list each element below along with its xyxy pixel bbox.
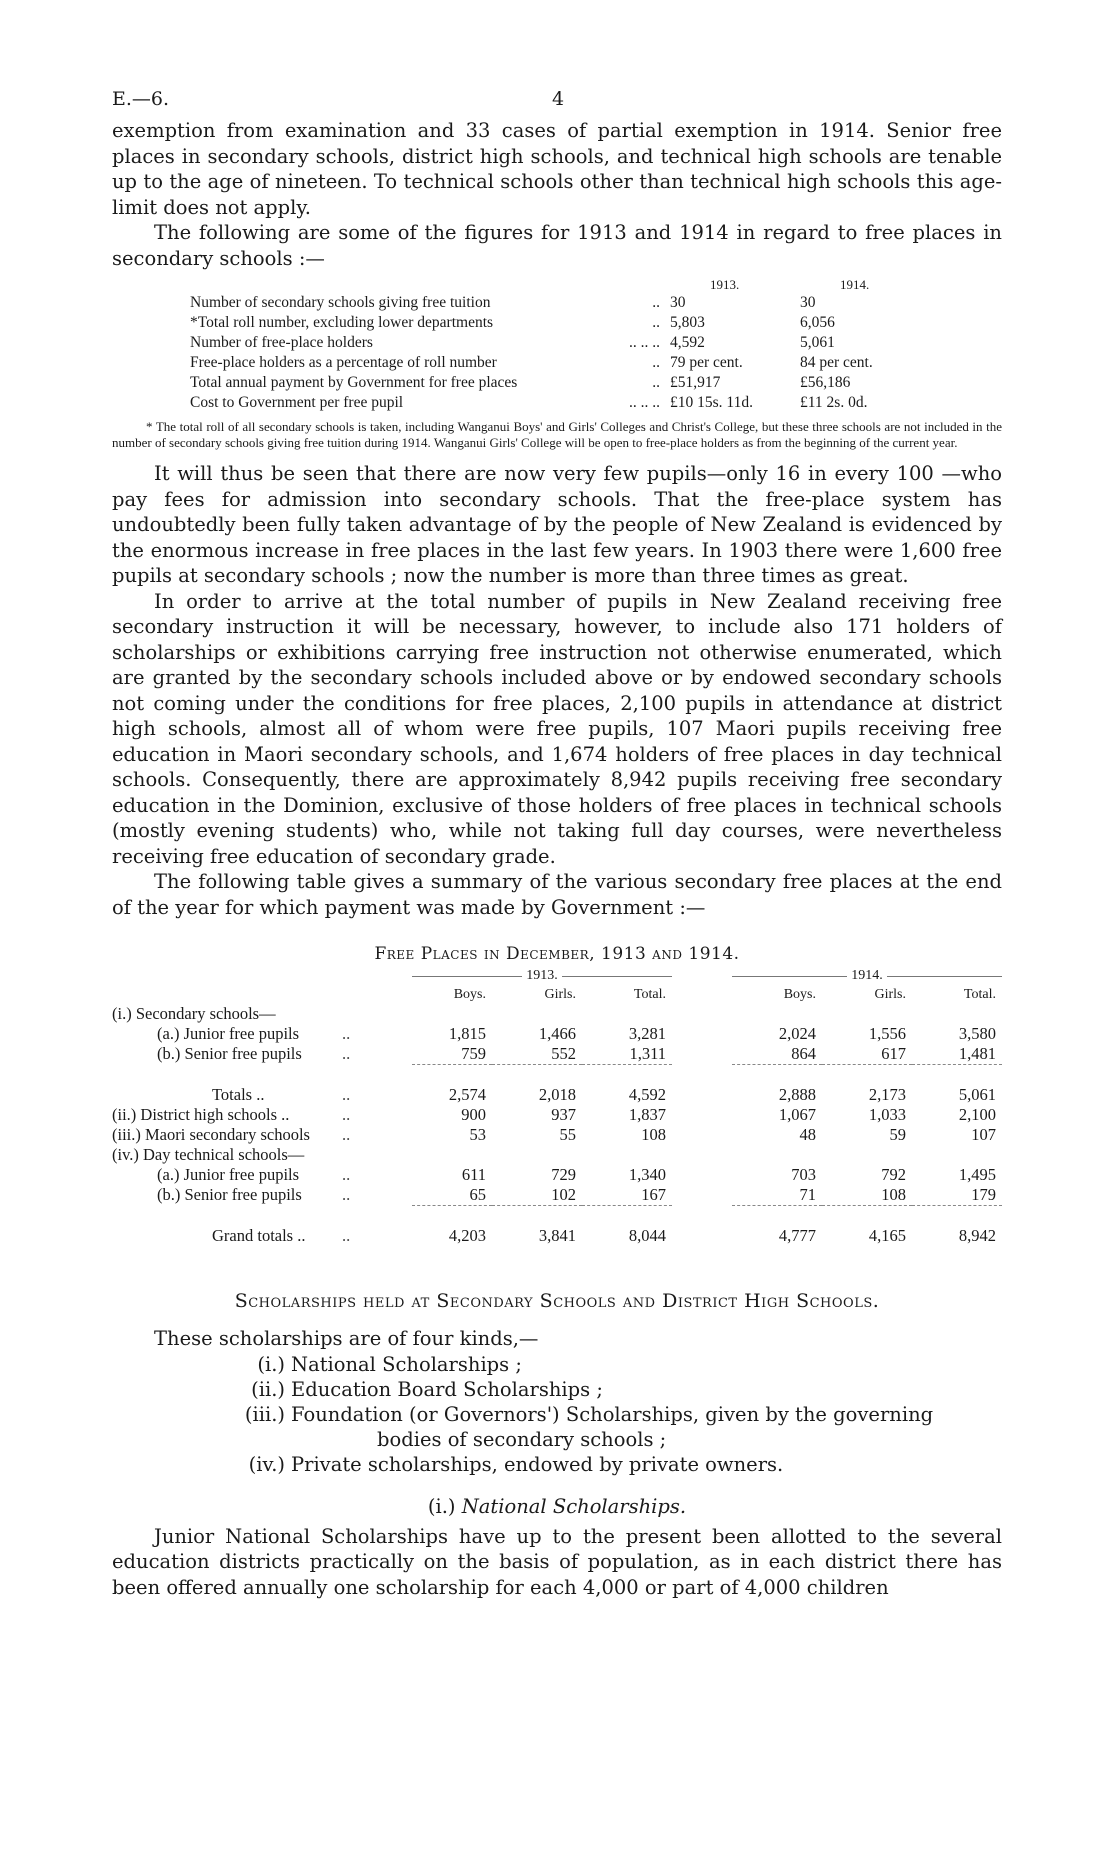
table-cell: 1,556 [868, 1024, 906, 1043]
row-leader: .. [342, 1085, 351, 1104]
table-cell [912, 1004, 1002, 1024]
table-row [112, 1044, 1002, 1065]
table-cell: 4,165 [868, 1226, 906, 1245]
paragraph-figures-intro: The following are some of the figures for 1913 and 1914 in regard to free places in secondary schools :— [112, 221, 1002, 270]
table-cell: 65 [469, 1185, 486, 1204]
table-cell: 107 [971, 1125, 996, 1144]
subheading-national: (i.) National Scholarships. [427, 1494, 687, 1518]
table-cell: 4,777 [778, 1226, 816, 1245]
row-label: (iii.) Maori secondary schools [112, 1125, 310, 1144]
scholarship-kinds-list [227, 1352, 1002, 1477]
table-cell: 1,033 [868, 1105, 906, 1124]
table-row [112, 1085, 1002, 1105]
table-cell: 617 [881, 1044, 906, 1063]
row-leader: .. [342, 1185, 351, 1205]
col-total-1913: Total. [633, 987, 666, 1002]
table-cell: 611 [461, 1165, 486, 1184]
list-item: (iii.) Foundation (or Governors') Scholarships, given by the governing [244, 1402, 934, 1426]
figures-year-header [190, 275, 930, 293]
col-girls-1914: Girls. [874, 987, 906, 1002]
figures-value-1914: 5,061 [800, 334, 835, 351]
figures-value-1913: £10 15s. 11d. [670, 394, 753, 411]
table-row [112, 1024, 1002, 1044]
table-cell: 5,061 [958, 1085, 996, 1104]
group-1913: 1913. [522, 968, 562, 983]
table-cell [412, 1145, 492, 1165]
table-cell: 2,173 [868, 1085, 906, 1104]
row-leader: .. [342, 1125, 351, 1144]
figures-value-1913: 30 [670, 294, 686, 311]
table-cell: 59 [889, 1125, 906, 1144]
table-cell: 2,100 [958, 1105, 996, 1124]
figures-row-label: Total annual payment by Government for free places .. [190, 374, 660, 391]
table-cell [582, 1004, 672, 1024]
table-cell: 3,841 [538, 1226, 576, 1245]
paragraph-few-pupils: It will thus be seen that there are now very few pupils—only 16 in every 100 —who pay fees for admission into secondary schools. That the free-place system has undoubtedly been fully taken advantage of by the people of New Zealand is evidenced by the enormous increase in free places in the last few years. In 1903 there were 1,600 free pupils at secondary schools ; now the number is more than three times as great. [112, 462, 1002, 587]
figures-row-label: Number of secondary schools giving free tuition .. [190, 294, 660, 311]
table-cell: 108 [641, 1125, 666, 1144]
table-row [112, 1226, 1002, 1246]
figures-footnote: * The total roll of all secondary schools is taken, including Wanganui Boys' and Girls' Colleges and Christ's College, but these three schools are not included in the number of secondary schools giving free tuition during 1914. Wanganui Girls' College will be open to free-place holders as from the beginning of the current year. [112, 419, 1002, 450]
table-cell: 102 [551, 1185, 576, 1204]
report-reference: E.—6. [112, 88, 170, 110]
figures-value-1913: 4,592 [670, 334, 705, 351]
table-cell: 8,942 [958, 1226, 996, 1245]
table-row [112, 1145, 1002, 1165]
figures-value-1913: 79 per cent. [670, 354, 743, 371]
year-1914-label: 1914. [840, 277, 870, 292]
table-cell [492, 1004, 582, 1024]
table-cell [492, 1145, 582, 1165]
table-cell: 864 [791, 1044, 816, 1063]
table-cell: 167 [641, 1185, 666, 1204]
figures-value-1914: 84 per cent. [800, 354, 873, 371]
table-cell: 179 [971, 1185, 996, 1204]
figures-row [190, 333, 930, 353]
year-group-row [112, 970, 1002, 986]
row-label: Totals .. [212, 1085, 265, 1104]
row-label: (b.) Senior free pupils [157, 1185, 302, 1205]
row-leader: .. [342, 1044, 351, 1064]
list-item: (ii.) Education Board Scholarships ; [251, 1377, 603, 1401]
table-cell: 552 [551, 1044, 576, 1063]
col-boys-1914: Boys. [783, 987, 816, 1002]
figures-value-1914: 6,056 [800, 314, 835, 331]
table-cell: 8,044 [628, 1226, 666, 1245]
row-leader [342, 1004, 412, 1024]
table-cell [732, 1004, 822, 1024]
table-cell: 792 [881, 1165, 906, 1184]
figures-row-label: Number of free-place holders .. .. .. [190, 334, 660, 351]
table-cell: 729 [551, 1165, 576, 1184]
group-1914: 1914. [847, 968, 887, 983]
table-cell: 4,592 [628, 1085, 666, 1104]
table-cell: 108 [881, 1185, 906, 1204]
col-boys-1913: Boys. [453, 987, 486, 1002]
col-total-1914: Total. [963, 987, 996, 1002]
row-leader: .. [342, 1024, 351, 1043]
table-cell: 2,024 [778, 1024, 816, 1043]
figures-value-1914: £11 2s. 0d. [800, 394, 868, 411]
list-item: (i.) National Scholarships ; [257, 1352, 522, 1376]
table-caption: Free Places in December, 1913 and 1914. [374, 944, 740, 964]
figures-row [190, 353, 930, 373]
table-cell [912, 1145, 1002, 1165]
figures-row-label: Free-place holders as a percentage of roll number .. [190, 354, 660, 371]
figures-value-1913: 5,803 [670, 314, 705, 331]
table-cell: 3,580 [958, 1024, 996, 1043]
row-label: Grand totals .. [212, 1226, 306, 1245]
row-leader: .. [342, 1165, 351, 1184]
table-cell: 55 [559, 1125, 576, 1144]
table-cell: 53 [469, 1125, 486, 1144]
table-cell [822, 1145, 912, 1165]
table-cell: 48 [799, 1125, 816, 1144]
figures-value-1913: £51,917 [670, 374, 721, 391]
figures-row [190, 313, 930, 333]
figures-value-1914: £56,186 [800, 374, 851, 391]
figures-row [190, 373, 930, 393]
paragraph-total-number: In order to arrive at the total number of pupils in New Zealand receiving free secondary instruction it will be necessary, however, to include also 171 holders of scholarships or exhibitions carrying free instruction not otherwise enumerated, which are granted by the secondary schools included above or by endowed secondary schools not coming under the conditions for free places, 2,100 pupils in attendance at district high schools, almost all of whom were free pupils, 107 Maori pupils receiving free education in Maori secondary schools, and 1,674 holders of free places in day technical schools. Consequently, there are approximately 8,942 pupils receiving free secondary education in the Dominion, exclusive of those holders of free places in technical schools (mostly evening students) who, while not taking full day courses, were nevertheless receiving free education of secondary grade. [112, 589, 1002, 868]
table-cell: 2,574 [448, 1085, 486, 1104]
row-leader: .. [342, 1105, 351, 1124]
table-cell: 71 [799, 1185, 816, 1204]
table-cell: 759 [461, 1044, 486, 1063]
row-leader [342, 1145, 412, 1165]
table-cell: 1,837 [628, 1105, 666, 1124]
figures-row-label: *Total roll number, excluding lower departments .. [190, 314, 660, 331]
section-heading: Scholarships held at Secondary Schools and District High Schools. [234, 1290, 880, 1312]
row-label: (b.) Senior free pupils [157, 1044, 302, 1064]
table-cell: 937 [551, 1105, 576, 1124]
paragraph-four-kinds: These scholarships are of four kinds,— [154, 1327, 539, 1350]
figures-table [190, 275, 930, 413]
row-label: (a.) Junior free pupils [157, 1165, 300, 1184]
row-label: (ii.) District high schools .. [112, 1105, 290, 1124]
page-number: 4 [552, 88, 565, 110]
col-girls-1913: Girls. [544, 987, 576, 1002]
table-row [112, 1165, 1002, 1185]
table-cell: 1,481 [958, 1044, 996, 1063]
free-places-table [112, 970, 1002, 1246]
row-label: (iv.) Day technical schools— [112, 1145, 305, 1164]
row-label: (i.) Secondary schools— [112, 1004, 276, 1023]
list-item-continuation: bodies of secondary schools ; [377, 1427, 667, 1451]
paragraph-table-intro: The following table gives a summary of the various secondary free places at the end of the year for which payment was made by Government :— [112, 870, 1002, 919]
table-cell: 1,466 [538, 1024, 576, 1043]
paragraph-exemption: exemption from examination and 33 cases of partial exemption in 1914. Senior free places in secondary schools, district high schools, and technical high schools are tenable up to the age of nineteen. To technical schools other than technical high schools this age-limit does not apply. [112, 119, 1002, 219]
document-page [112, 88, 1002, 1600]
table-cell: 1,495 [958, 1165, 996, 1184]
figures-row-label: Cost to Government per free pupil .. .. .. [190, 394, 660, 411]
row-leader: .. [342, 1226, 351, 1245]
table-row [112, 1185, 1002, 1206]
table-cell: 2,888 [778, 1085, 816, 1104]
row-label: (a.) Junior free pupils [157, 1024, 300, 1043]
table-cell: 1,340 [628, 1165, 666, 1184]
table-cell: 1,311 [629, 1044, 666, 1063]
page-header [112, 88, 1002, 118]
table-cell: 3,281 [628, 1024, 666, 1043]
table-row [112, 1105, 1002, 1125]
table-cell: 703 [791, 1165, 816, 1184]
table-cell [822, 1004, 912, 1024]
figures-value-1914: 30 [800, 294, 816, 311]
year-1913-label: 1913. [710, 277, 740, 292]
table-cell: 2,018 [538, 1085, 576, 1104]
table-cell [732, 1145, 822, 1165]
figures-row [190, 393, 930, 413]
paragraph-junior-national: Junior National Scholarships have up to the present been allotted to the several education districts practically on the basis of population, as in each district there has been offered annually one scholarship for each 4,000 or part of 4,000 children [112, 1524, 1002, 1599]
figures-row [190, 293, 930, 313]
table-cell: 1,067 [778, 1105, 816, 1124]
table-row [112, 1125, 1002, 1145]
table-cell: 1,815 [448, 1024, 486, 1043]
table-cell [582, 1145, 672, 1165]
list-item: (iv.) Private scholarships, endowed by private owners. [248, 1452, 784, 1476]
table-cell [412, 1004, 492, 1024]
table-cell: 4,203 [448, 1226, 486, 1245]
table-row [112, 1004, 1002, 1024]
table-cell: 900 [461, 1105, 486, 1124]
